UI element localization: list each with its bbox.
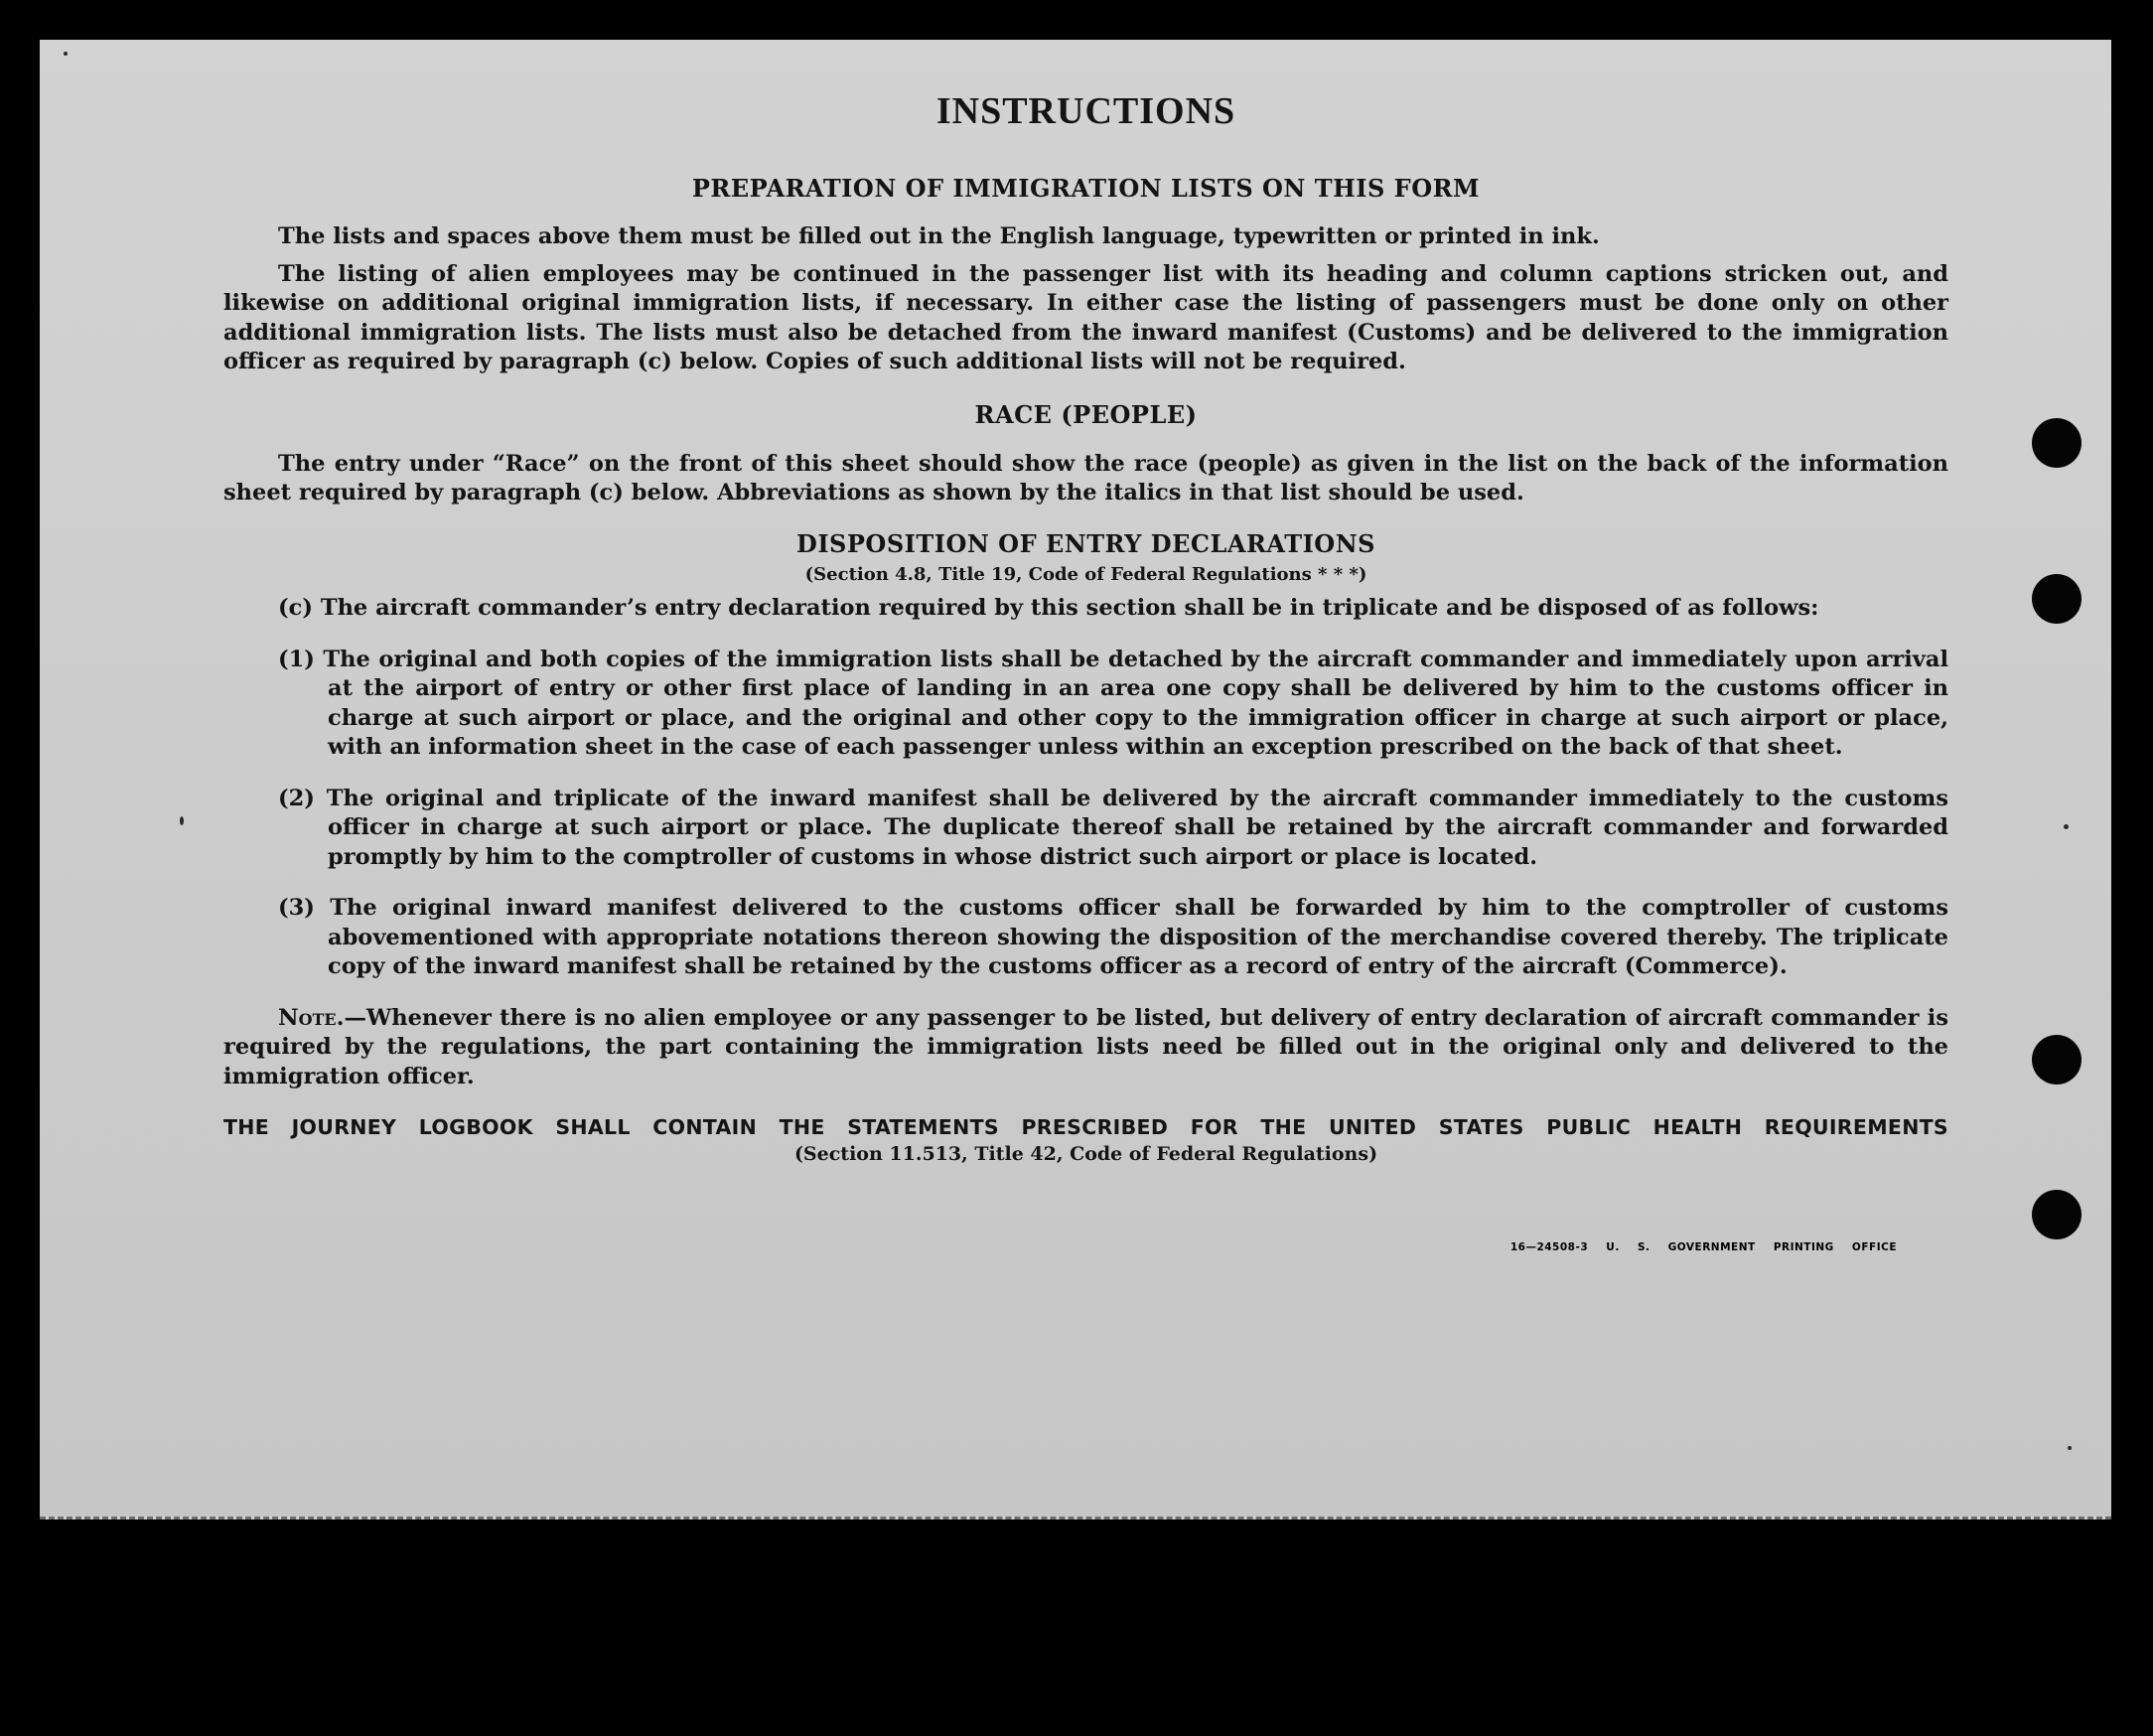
disposition-item-1: (1) The original and both copies of the immigration lists shall be detached by the aircraft commander and immediately upon arrival at the airport of entry or other first place of landing in an area one copy shall be delivered by him to the customs officer in charge at such airport or place, and the original and other copy to the immigration officer in charge at such airport or place, with an information sheet in the case of each passenger unless within an exception prescribed on the back of that sheet. <box>278 646 1948 761</box>
punch-hole <box>2032 574 2081 624</box>
disposition-citation: (Section 4.8, Title 19, Code of Federal Regulations * * *) <box>804 564 1367 586</box>
punch-hole <box>2032 418 2081 468</box>
immigration-lists-paragraph-2: The listing of alien employees may be continued in the passenger list with its heading and column captions stricken out, and likewise on additional original immigration lists, if necessary. In either case the listing of passengers must be done only on other additional immigration lists. The lists must also be detached from the inward manifest (Customs) and be delivered to the immigration officer as required by paragraph (c) below. Copies of such additional lists will not be required. <box>223 260 1948 375</box>
health-citation: (Section 11.513, Title 42, Code of Federal Regulations) <box>793 1142 1378 1165</box>
disposition-item-3: (3) The original inward manifest delivered to the customs officer shall be forwarded by him to the comptroller of customs abovementioned with appropriate notations thereon showing the disposition of the merchandise covered thereby. The triplicate copy of the inward manifest shall be retained by the customs officer as a record of entry of the aircraft (Commerce). <box>278 895 1948 980</box>
section-heading-disposition: DISPOSITION OF ENTRY DECLARATIONS <box>796 528 1375 558</box>
punch-hole <box>2032 1190 2081 1239</box>
scan-speck <box>64 52 68 56</box>
page-title: INSTRUCTIONS <box>935 90 1236 132</box>
punch-hole <box>2032 1035 2081 1085</box>
scan-speck <box>180 816 184 825</box>
disposition-item-2: (2) The original and triplicate of the inward manifest shall be delivered by the aircraft commander immediately to the customs officer in charge at such airport or place. The duplicate thereof shall be retained by the aircraft commander and forwarded promptly by him to the comptroller of customs in whose district such airport or place is located. <box>278 785 1948 870</box>
note-label: Note. <box>278 1004 345 1031</box>
note-text: —Whenever there is no alien employee or any passenger to be listed, but delivery of entry declaration of aircraft commander is required by the regulations, the part containing the immigration lists need be filled out in the original only and delivered to the immigration officer. <box>223 1004 1948 1089</box>
instructions-content <box>223 89 1948 1166</box>
health-statement: THE JOURNEY LOGBOOK SHALL CONTAIN THE STATEMENTS PRESCRIBED FOR THE UNITED STATES PUBLIC HEALTH REQUIREMENTS <box>223 1115 1948 1140</box>
document-page <box>40 40 2111 1519</box>
printing-office-imprint: 16—24508-3 U. S. GOVERNMENT PRINTING OFFICE <box>1509 1241 1897 1253</box>
scan-speck <box>2064 824 2069 829</box>
immigration-lists-paragraph-1: The lists and spaces above them must be filled out in the English language, typewritten or printed in ink. <box>278 223 1600 250</box>
race-paragraph: The entry under “Race” on the front of this sheet should show the race (people) as given in the list on the back of the information sheet required by paragraph (c) below. Abbreviations as shown by the italics in that list should be used. <box>223 450 1948 506</box>
note-paragraph <box>223 1004 1948 1092</box>
section-heading-immigration-lists: PREPARATION OF IMMIGRATION LISTS ON THIS FORM <box>691 173 1481 203</box>
disposition-intro: (c) The aircraft commander’s entry declaration required by this section shall be in triplicate and be disposed of as follows: <box>278 595 1819 622</box>
scan-speck <box>2068 1446 2072 1450</box>
section-heading-race: RACE (PEOPLE) <box>974 399 1198 429</box>
